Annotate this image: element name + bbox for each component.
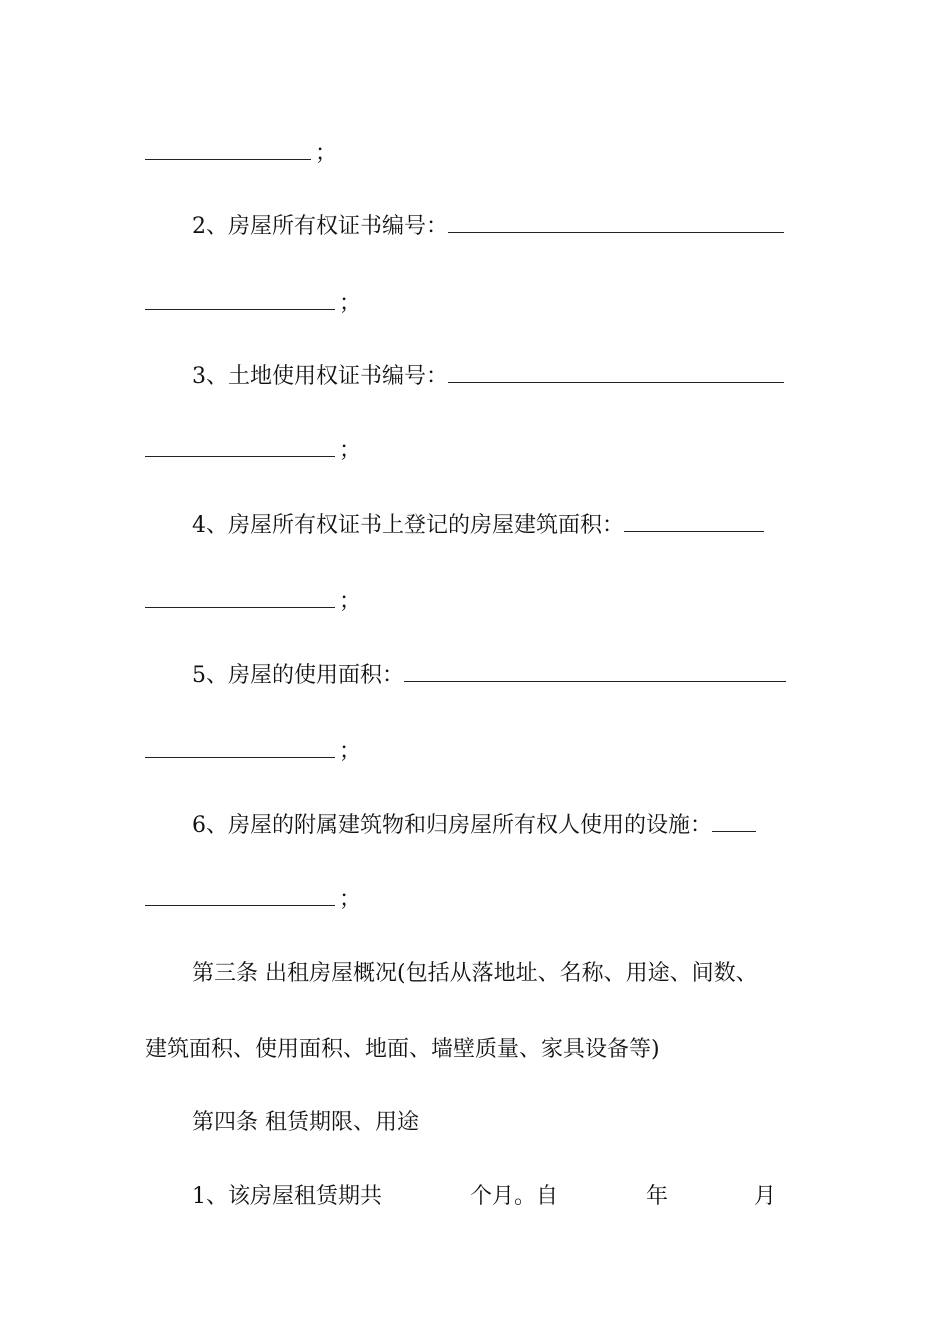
line-end: ； xyxy=(339,438,362,463)
clause-label: 4、房屋所有权证书上登记的房屋建筑面积： xyxy=(192,513,624,538)
article-4-text: 第四条 租赁期限、用途 xyxy=(192,1110,419,1135)
blank-continuation-line xyxy=(145,732,845,772)
blank-underline[interactable] xyxy=(448,220,784,233)
month-text: 月 xyxy=(754,1184,777,1209)
clause-label: 2、房屋所有权证书编号： xyxy=(192,214,448,239)
line-end: ； xyxy=(339,739,362,764)
line-end: ； xyxy=(339,887,362,912)
blank-underline[interactable] xyxy=(624,519,764,532)
blank-underline[interactable] xyxy=(145,893,335,906)
clause-item-4 xyxy=(192,506,845,546)
clause-item-6 xyxy=(192,806,845,846)
article-4-heading xyxy=(192,1103,845,1143)
clause-item-5 xyxy=(192,656,845,696)
clause-label: 5、房屋的使用面积： xyxy=(192,663,404,688)
clause-label: 3、土地使用权证书编号： xyxy=(192,364,448,389)
blank-continuation-line xyxy=(145,582,845,622)
clause-label: 6、房屋的附属建筑物和归房屋所有权人使用的设施： xyxy=(192,813,712,838)
blank-continuation-line xyxy=(145,134,845,174)
line-end: ； xyxy=(339,291,362,316)
blank-continuation-line xyxy=(145,880,845,920)
clause-item-3 xyxy=(192,357,845,397)
line-end: ； xyxy=(339,589,362,614)
blank-underline[interactable] xyxy=(448,370,784,383)
article-3-heading xyxy=(192,954,845,994)
blank-continuation-line xyxy=(145,284,845,324)
article-3-continuation-text: 建筑面积、使用面积、地面、墙壁质量、家具设备等) xyxy=(145,1037,660,1062)
blank-underline[interactable] xyxy=(712,819,756,832)
lease-term-line xyxy=(192,1177,845,1217)
article-3-continuation xyxy=(145,1030,845,1070)
lease-months-text: 个月。自 xyxy=(470,1184,559,1209)
line-end: ； xyxy=(315,141,338,166)
clause-item-2 xyxy=(192,207,845,247)
blank-underline[interactable] xyxy=(145,444,335,457)
article-3-text: 第三条 出租房屋概况(包括从落地址、名称、用途、间数、 xyxy=(192,961,758,986)
lease-term-label: 1、该房屋租赁期共 xyxy=(192,1184,382,1209)
blank-underline[interactable] xyxy=(145,595,335,608)
blank-underline[interactable] xyxy=(145,745,335,758)
year-text: 年 xyxy=(646,1184,669,1209)
blank-underline[interactable] xyxy=(145,147,311,160)
blank-underline[interactable] xyxy=(404,669,786,682)
blank-underline[interactable] xyxy=(145,297,335,310)
blank-continuation-line xyxy=(145,431,845,471)
